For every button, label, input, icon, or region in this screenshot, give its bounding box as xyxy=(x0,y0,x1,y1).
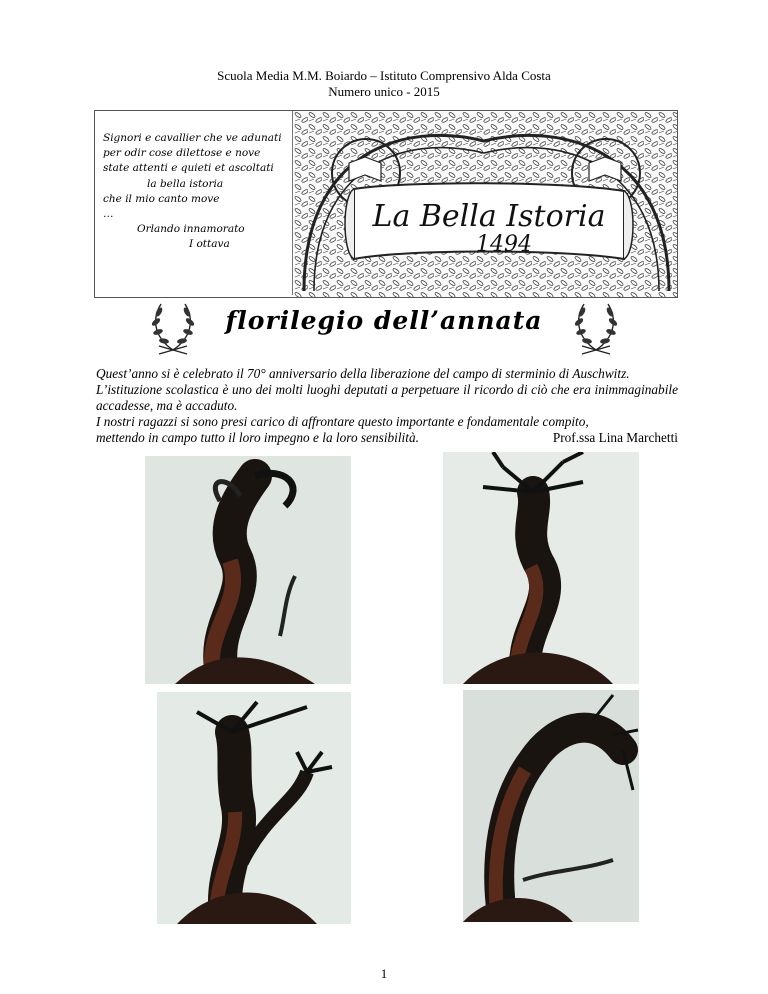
banner-title: La Bella Istoria xyxy=(372,199,606,234)
student-drawing-3 xyxy=(157,692,351,924)
page-title: florilegio dell’annata xyxy=(225,306,543,335)
intro-paragraph: mettendo in campo tutto il loro impegno e la loro sensibilità. xyxy=(96,430,419,445)
poem-box xyxy=(95,111,293,295)
issue-label: Numero unico - 2015 xyxy=(328,84,440,99)
student-drawing-4 xyxy=(463,690,639,922)
poem-line: Signori e cavallier che ve adunati xyxy=(103,132,282,144)
poem-line: che il mio canto move xyxy=(103,192,220,205)
banner-year: 1494 xyxy=(476,232,532,257)
signature: Prof.ssa Lina Marchetti xyxy=(552,430,678,445)
laurel-wreath-icon xyxy=(566,296,626,358)
poem-line: state attenti e quieti et ascoltati xyxy=(103,162,274,175)
student-drawing-1 xyxy=(145,456,351,684)
poem-stanza: I ottava xyxy=(189,238,230,251)
intro-text xyxy=(96,366,678,446)
woodcut-illustration xyxy=(294,111,677,297)
intro-paragraph-last xyxy=(96,430,678,446)
intro-paragraph: L’istituzione scolastica è uno dei molti luoghi deputati a perpetuare il ricordo di ciò che era inimmaginabile accadesse, ma è accaduto. xyxy=(96,382,678,413)
student-drawing-2 xyxy=(443,452,639,684)
school-name: Scuola Media M.M. Boiardo – Istituto Comprensivo Alda Costa xyxy=(217,68,551,83)
poem-source: Orlando innamorato xyxy=(137,223,245,236)
intro-paragraph: Quest’anno si è celebrato il 70° anniversario della liberazione del campo di sterminio di Auschwitz. xyxy=(96,366,630,381)
banner xyxy=(94,110,678,298)
intro-paragraph: I nostri ragazzi si sono presi carico di affrontare questo importante e fondamentale compito, xyxy=(96,414,589,429)
page-number: 1 xyxy=(380,966,388,981)
poem-line: per odir cose dilettose e nove xyxy=(103,147,261,160)
poem-line: … xyxy=(103,208,114,221)
poem-line: la bella istoria xyxy=(147,177,224,190)
